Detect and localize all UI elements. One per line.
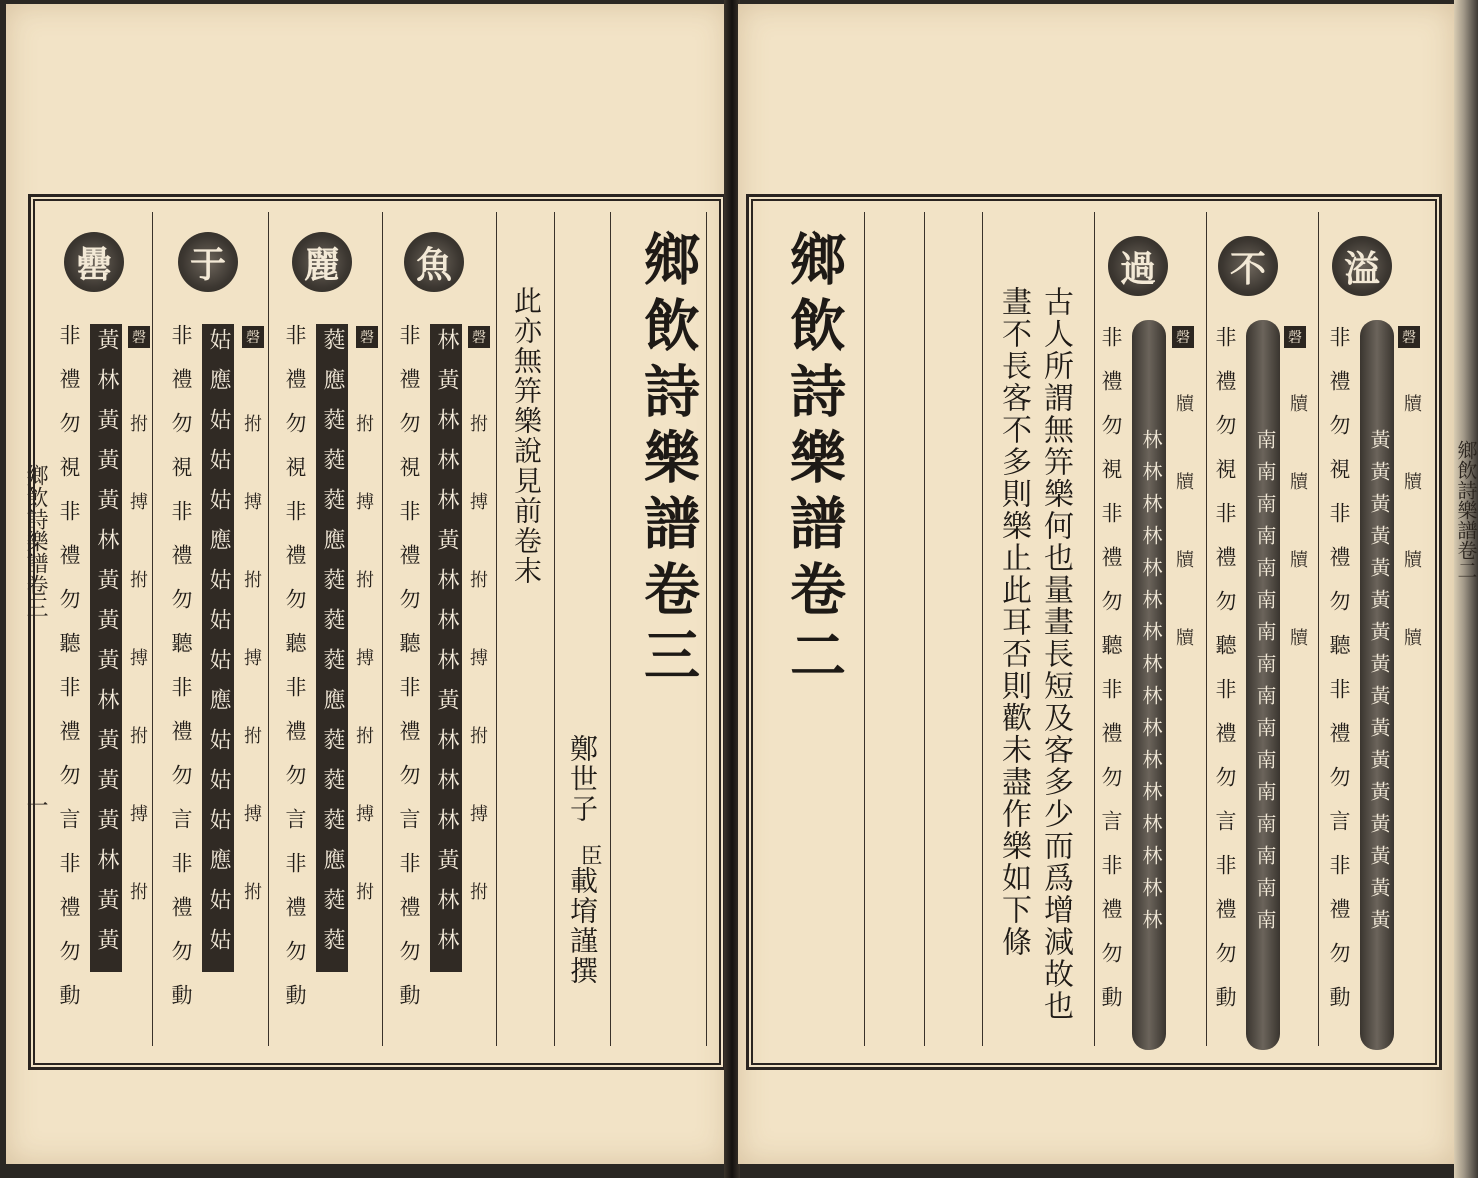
medal-character: 魚: [404, 232, 464, 292]
instrument-tag: 磬: [1172, 326, 1194, 348]
strike-marks: 牘牘牘牘: [1173, 394, 1194, 706]
strike-marks: 拊搏拊搏拊搏拊: [241, 414, 262, 960]
preface-note: 此亦無笄樂說見前卷末: [510, 286, 543, 586]
note-sequence: [316, 324, 348, 972]
column-divider: [496, 212, 497, 1046]
lyrics-column: 非禮勿視非禮勿聽非禮勿言非禮勿動: [1213, 326, 1237, 1030]
strike-marks: 拊搏拊搏拊搏拊: [353, 414, 374, 960]
column-divider: [152, 212, 153, 1046]
column-divider: [610, 212, 611, 1046]
medal-character: 于: [178, 232, 238, 292]
lyrics-column: 非禮勿視非禮勿聽非禮勿言非禮勿動: [397, 324, 421, 1028]
author-title: 臣: [577, 844, 602, 868]
lyrics-column: 非禮勿視非禮勿聽非禮勿言非禮勿動: [57, 324, 81, 1028]
right-page: [738, 4, 1454, 1164]
column-divider: [1206, 212, 1207, 1046]
column-divider: [382, 212, 383, 1046]
note-sequence-text: 黃林黃黃黃林黃黃黃林黃黃黃林黃黃: [90, 324, 122, 972]
page-edge: [1454, 0, 1478, 1178]
instrument-tag: 磬: [1284, 326, 1306, 348]
column-divider: [982, 212, 983, 1046]
column-divider: [1094, 212, 1095, 1046]
note-sequence-text: 林黃林林林黃林林林黃林林林黃林林: [430, 324, 462, 972]
column-divider: [924, 212, 925, 1046]
strike-marks: 拊搏拊搏拊搏拊: [467, 414, 488, 960]
lyrics-column: 非禮勿視非禮勿聽非禮勿言非禮勿動: [169, 324, 193, 1028]
medal-character: 罍: [64, 232, 124, 292]
instrument-tag: 磬: [356, 326, 378, 348]
commentary-text: 古人所謂無笄樂何也量晝長短及客多少而爲增減故也晝不長客不多則樂止此耳否則歡未盡作樂如下條: [996, 286, 1073, 1022]
strike-marks: 牘牘牘牘: [1287, 394, 1308, 706]
note-sequence: [202, 324, 234, 972]
note-sequence-text: 蕤應蕤蕤蕤應蕤蕤蕤應蕤蕤蕤應蕤蕤: [316, 324, 348, 972]
column-divider: [268, 212, 269, 1046]
fold-label: 鄉飲詩樂譜卷三: [23, 464, 48, 618]
author-prefix: 鄭世子: [566, 734, 599, 824]
fold-number: 一: [23, 794, 48, 816]
volume-title: 鄉飲詩樂譜卷二: [781, 230, 847, 692]
column-divider: [554, 212, 555, 1046]
fold-label-right: 鄉飲詩樂譜卷二: [1454, 440, 1478, 580]
medal-character: 溢: [1332, 236, 1392, 296]
instrument-tag: 磬: [1398, 326, 1420, 348]
note-bar: 林林林林林林林林林林林林林林林林: [1132, 320, 1166, 1050]
note-sequence: [90, 324, 122, 972]
column-divider: [864, 212, 865, 1046]
medal-character: 過: [1108, 236, 1168, 296]
medal-character: 不: [1218, 236, 1278, 296]
column-divider: [1318, 212, 1319, 1046]
instrument-tag: 磬: [242, 326, 264, 348]
strike-marks: 拊搏拊搏拊搏拊: [127, 414, 148, 960]
volume-title: 鄉飲詩樂譜卷三: [635, 230, 701, 692]
medal-character: 麗: [292, 232, 352, 292]
strike-marks: 牘牘牘牘: [1401, 394, 1422, 706]
note-sequence: [430, 324, 462, 972]
note-sequence-text: 姑應姑姑姑應姑姑姑應姑姑姑應姑姑: [202, 324, 234, 972]
note-bar: 南南南南南南南南南南南南南南南南: [1246, 320, 1280, 1050]
instrument-tag: 磬: [468, 326, 490, 348]
author-name: 載堉謹撰: [566, 866, 599, 986]
lyrics-column: 非禮勿視非禮勿聽非禮勿言非禮勿動: [1099, 326, 1123, 1030]
note-bar: 黃黃黃黃黃黃黃黃黃黃黃黃黃黃黃黃: [1360, 320, 1394, 1050]
left-page: [6, 4, 728, 1164]
lyrics-column: 非禮勿視非禮勿聽非禮勿言非禮勿動: [283, 324, 307, 1028]
instrument-tag: 磬: [128, 326, 150, 348]
lyrics-column: 非禮勿視非禮勿聽非禮勿言非禮勿動: [1327, 326, 1351, 1030]
